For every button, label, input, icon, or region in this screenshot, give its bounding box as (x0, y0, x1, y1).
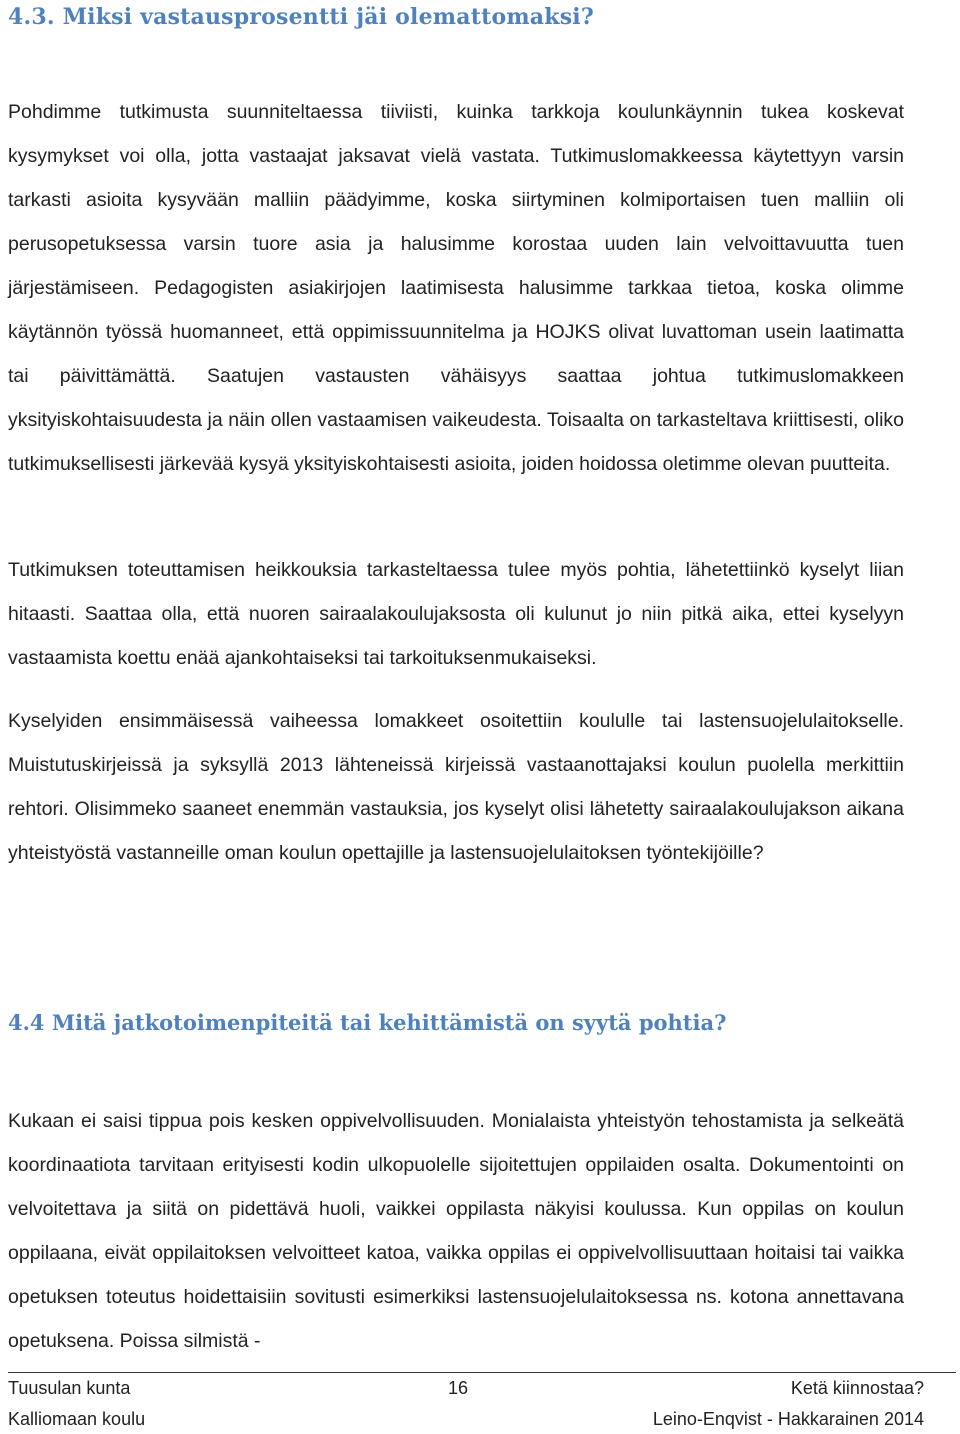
footer-page-number: 16 (448, 1378, 469, 1398)
paragraph-weaknesses: Tutkimuksen toteuttamisen heikkouksia tarkasteltaessa tulee myös pohtia, lähetettiinkö kyselyt liian hitaasti. Saattaa olla, että nuoren sairaalakoulujaksosta oli kulunut jo niin pitkä aika, ettei kyselyyn vastaamista koettu enää ajankohtaiseksi tai tarkoituksenmukaiseksi. (8, 559, 904, 669)
section-heading: 4.3. Miksi vastausprosentti jäi olemattomaksi? (8, 4, 594, 30)
subsection-heading: 4.4 Mitä jatkotoimenpiteitä tai kehittämistä on syytä pohtia? (8, 1010, 727, 1035)
footer-school: Kalliomaan koulu (8, 1409, 146, 1429)
footer-divider (8, 1372, 956, 1373)
footer-authors: Leino-Enqvist - Hakkarainen 2014 (652, 1409, 924, 1429)
footer-row-1 (8, 1378, 924, 1402)
footer-row-2 (8, 1409, 924, 1433)
footer-municipality: Tuusulan kunta (8, 1378, 131, 1398)
paragraph-further-actions: Kukaan ei saisi tippua pois kesken oppivelvollisuuden. Monialaista yhteistyön tehostamista ja selkeätä koordinaatiota tarvitaan erityisesti kodin ulkopuolelle sijoitettujen oppilaiden osalta. Dokumentointi on velvoitettava ja siitä on pidettävä huoli, vaikkei oppilasta näkyisi koulussa. Kun oppilas on koulun oppilaana, eivät oppilaitoksen velvoitteet katoa, vaikka oppilas ei oppivelvollisuuttaan hoitaisi tai vaikka opetuksen toteutus hoidettaisiin sovitusti esimerkiksi lastensuojelulaitoksessa ns. kotona annettavana opetuksena. Poissa silmistä - (8, 1110, 904, 1352)
paragraph-response-rate: Pohdimme tutkimusta suunniteltaessa tiiviisti, kuinka tarkkoja koulunkäynnin tukea koskevat kysymykset voi olla, jotta vastaajat jaksavat vielä vastata. Tutkimuslomakkeessa käytettyyn varsin tarkasti asioita kysyvään malliin päädyimme, koska siirtyminen kolmiportaisen tuen malliin oli perusopetuksessa varsin tuore asia ja halusimme korostaa uuden lain velvoittavuutta tuen järjestämiseen. Pedagogisten asiakirjojen laatimisesta halusimme tarkkaa tietoa, koska olimme käytännön työssä huomanneet, että oppimissuunnitelma ja HOJKS olivat luvattoman usein laatimatta tai päivittämättä. Saatujen vastausten vähäisyys saattaa johtua tutkimuslomakkeen yksityiskohtaisuudesta ja näin ollen vastaamisen vaikeudesta. Toisaalta on tarkasteltava kriittisesti, oliko tutkimuksellisesti järkevää kysyä yksityiskohtaisesti asioita, joiden hoidossa oletimme olevan puutteita. (8, 101, 904, 475)
paragraph-recipients: Kyselyiden ensimmäisessä vaiheessa lomakkeet osoitettiin koululle tai lastensuojelulaitokselle. Muistutuskirjeissä ja syksyllä 2013 lähteneissä kirjeissä vastaanottajaksi koulun puolella merkittiin rehtori. Olisimmeko saaneet enemmän vastauksia, jos kyselyt olisi lähetetty sairaalakoulujakson aikana yhteistyöstä vastanneille oman koulun opettajille ja lastensuojelulaitoksen työntekijöille? (8, 710, 904, 864)
footer-title: Ketä kiinnostaa? (790, 1378, 924, 1398)
